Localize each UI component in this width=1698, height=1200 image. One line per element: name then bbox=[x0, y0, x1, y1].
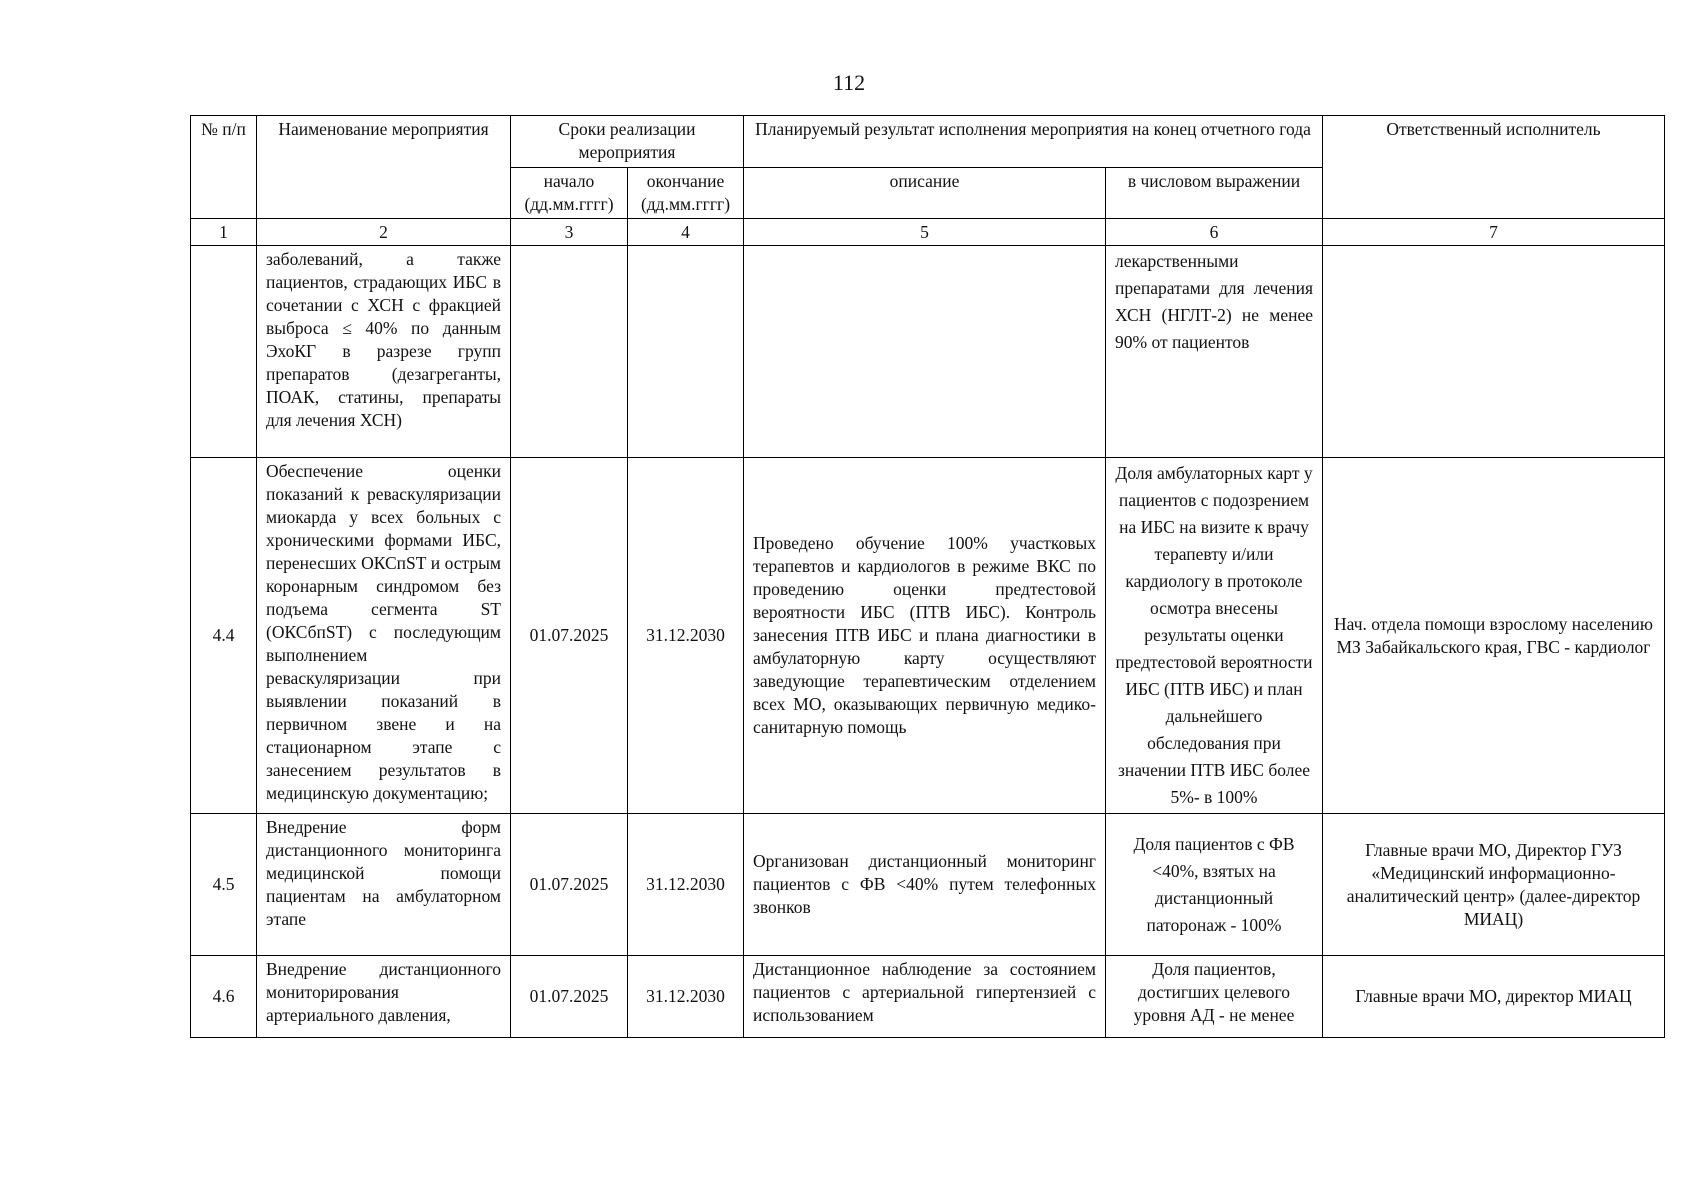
end-date: 31.12.2030 bbox=[628, 814, 744, 956]
start-date: 01.07.2025 bbox=[511, 956, 628, 1038]
result-description: Дистанционное наблюдение за состоянием пациентов с артериальной гипертензией с использованием bbox=[744, 956, 1106, 1038]
result-value: Доля амбулаторных карт у пациентов с подозрением на ИБС на визите к врачу терапевту и/или кардиологу в протоколе осмотра внесены результаты оценки предтестовой вероятности ИБС (ПТВ ИБС) и план дальнейшего обследования при значении ПТВ ИБС более 5%- в 100% bbox=[1106, 458, 1323, 814]
header-num: № п/п bbox=[191, 116, 257, 219]
col-number: 1 bbox=[191, 219, 257, 246]
result-value: Доля пациентов с ФВ <40%, взятых на дистанционный паторонаж - 100% bbox=[1106, 814, 1323, 956]
result-description: Организован дистанционный мониторинг пациентов с ФВ <40% путем телефонных звонков bbox=[744, 814, 1106, 956]
result-description: Проведено обучение 100% участковых терапевтов и кардиологов в режиме ВКС по проведению оценки предтестовой вероятности ИБС (ПТВ ИБС). Контроль занесения ПТВ ИБС и плана диагностики в амбулаторную карту осуществляют заведующие терапевтическим отделением всех МО, оказывающих первичную медико-санитарную помощь bbox=[744, 458, 1106, 814]
action-name: Внедрение дистанционного мониторирования артериального давления, bbox=[257, 956, 511, 1038]
row-number: 4.5 bbox=[191, 814, 257, 956]
header-terms: Сроки реализации мероприятия bbox=[511, 116, 744, 168]
table-row bbox=[191, 458, 1665, 814]
result-value: Доля пациентов, достигших целевого уровня АД - не менее bbox=[1106, 956, 1323, 1038]
header-name: Наименование мероприятия bbox=[257, 116, 511, 219]
table-row bbox=[191, 814, 1665, 956]
col-number: 2 bbox=[257, 219, 511, 246]
header-end: окончание (дд.мм.гггг) bbox=[628, 168, 744, 219]
col-number: 3 bbox=[511, 219, 628, 246]
action-name: Обеспечение оценки показаний к реваскуляризации миокарда у всех больных с хроническими формами ИБС, перенесших ОКСпST и острым коронарным синдромом без подъема сегмента ST (ОКСбпST) с последующим выполнением реваскуляризации при выявлении показаний в первичном звене и на стационарном этапе с занесением результатов в медицинскую документацию; bbox=[257, 458, 511, 814]
header-start: начало (дд.мм.гггг) bbox=[511, 168, 628, 219]
header-responsible: Ответственный исполнитель bbox=[1323, 116, 1665, 219]
end-date: 31.12.2030 bbox=[628, 458, 744, 814]
page-number: 112 bbox=[832, 70, 866, 95]
col-number: 6 bbox=[1106, 219, 1323, 246]
row-number bbox=[191, 246, 257, 458]
start-date: 01.07.2025 bbox=[511, 814, 628, 956]
row-number: 4.4 bbox=[191, 458, 257, 814]
action-plan-table bbox=[190, 115, 1665, 1038]
start-date bbox=[511, 246, 628, 458]
start-date: 01.07.2025 bbox=[511, 458, 628, 814]
col-number: 4 bbox=[628, 219, 744, 246]
end-date bbox=[628, 246, 744, 458]
header-result: Планируемый результат исполнения мероприятия на конец отчетного года bbox=[744, 116, 1323, 168]
action-name: заболеваний, а также пациентов, страдающих ИБС в сочетании с ХСН с фракцией выброса ≤ 40% по данным ЭхоКГ в разрезе групп препаратов (дезагреганты, ПОАК, статины, препараты для лечения ХСН) bbox=[257, 246, 511, 458]
responsible: Главные врачи МО, директор МИАЦ bbox=[1323, 956, 1665, 1038]
table-row bbox=[191, 956, 1665, 1038]
header-description: описание bbox=[744, 168, 1106, 219]
table-row bbox=[191, 246, 1665, 458]
responsible: Нач. отдела помощи взрослому населению МЗ Забайкальского края, ГВС - кардиолог bbox=[1323, 458, 1665, 814]
result-value: лекарственными препаратами для лечения ХСН (НГЛТ-2) не менее 90% от пациентов bbox=[1106, 246, 1323, 458]
action-name: Внедрение форм дистанционного мониторинга медицинской помощи пациентам на амбулаторном этапе bbox=[257, 814, 511, 956]
end-date: 31.12.2030 bbox=[628, 956, 744, 1038]
responsible bbox=[1323, 246, 1665, 458]
col-number: 7 bbox=[1323, 219, 1665, 246]
result-description bbox=[744, 246, 1106, 458]
col-number: 5 bbox=[744, 219, 1106, 246]
header-value: в числовом выражении bbox=[1106, 168, 1323, 219]
row-number: 4.6 bbox=[191, 956, 257, 1038]
responsible: Главные врачи МО, Директор ГУЗ «Медицинский информационно-аналитический центр» (далее-директор МИАЦ) bbox=[1323, 814, 1665, 956]
